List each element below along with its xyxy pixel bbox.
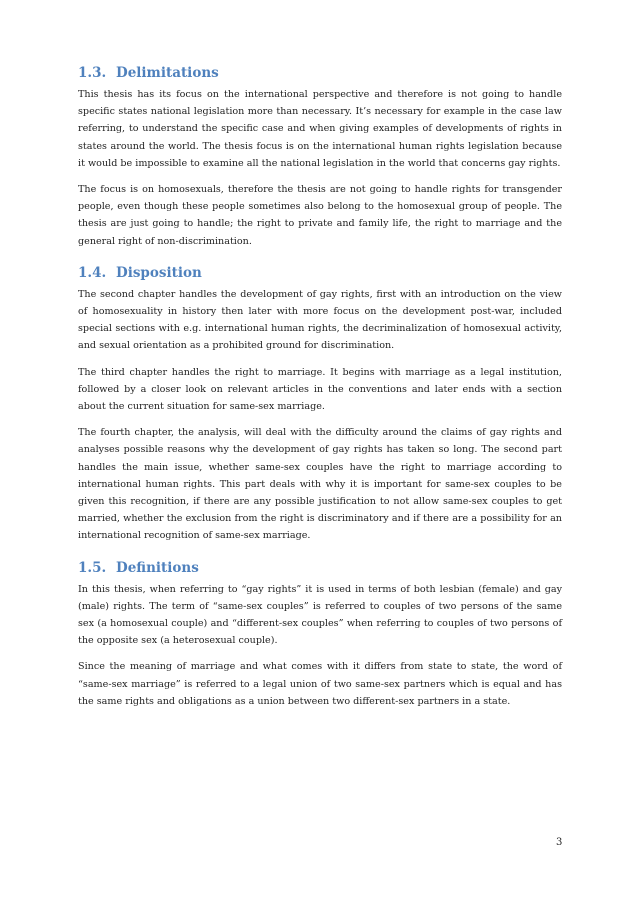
section-heading [78, 264, 562, 282]
page-number: 3 [556, 837, 563, 848]
paragraph: The focus is on homosexuals, therefore the thesis are not going to handle rights for transgender people, even though these people sometimes also belong to the homosexual group of people. The thesis are just going to handle; the right to private and family life, the right to marriage and the general right of non-discrimination. [78, 184, 562, 247]
paragraph: This thesis has its focus on the international perspective and therefore is not going to handle specific states national legislation more than necessary. It’s necessary for example in the case law referring, to understand the specific case and when giving examples of developments of rights in states around the world. The thesis focus is on the international human rights legislation because it would be impossible to examine all the national legislation in the world that concerns gay rights. [78, 89, 562, 169]
paragraph: The second chapter handles the development of gay rights, first with an introduction on the view of homosexuality in history then later with more focus on the development post-war, included special sections with e.g. international human rights, the decriminalization of homosexual activity, and sexual orientation as a prohibited ground for discrimination. [78, 288, 562, 352]
section-definitions [78, 559, 562, 710]
document-page [78, 64, 562, 710]
section-title: Definitions [116, 559, 199, 576]
section-number: 1.3. [78, 65, 107, 81]
section-title: Disposition [116, 264, 202, 281]
section-title: Delimitations [116, 65, 219, 81]
section-delimitations [78, 64, 562, 250]
paragraph: The third chapter handles the right to marriage. It begins with marriage as a legal institution, followed by a closer look on relevant articles in the conventions and later ends with a section about the current situation for same-sex marriage. [78, 366, 562, 413]
section-disposition [78, 264, 562, 545]
paragraph: Since the meaning of marriage and what comes with it differs from state to state, the word of “same-sex marriage” is referred to a legal union of two same-sex partners which is equal and has the same rights and obligations as a union between two different-sex partners in a state. [78, 661, 562, 707]
section-heading [78, 64, 562, 82]
section-number: 1.4. [78, 264, 107, 281]
section-heading [78, 559, 562, 577]
paragraph: The fourth chapter, the analysis, will deal with the difficulty around the claims of gay rights and analyses possible reasons why the development of gay rights has taken so long. The second part handles the main issue, whether same-sex couples have the right to marriage according to international human rights. This part deals with why it is important for same-sex couples to be given this recognition, if there are any possible justification to not allow same-sex couples to get married, whether the exclusion from the right is discriminatory and if there are a possibility for an international recognition of same-sex marriage. [78, 427, 562, 542]
section-number: 1.5. [78, 559, 107, 576]
paragraph: In this thesis, when referring to “gay rights” it is used in terms of both lesbian (female) and gay (male) rights. The term of “same-sex couples” is referred to couples of two persons of the same sex (a homosexual couple) and “different-sex couples” when referring to couples of two persons of the opposite sex (a heterosexual couple). [78, 583, 562, 647]
